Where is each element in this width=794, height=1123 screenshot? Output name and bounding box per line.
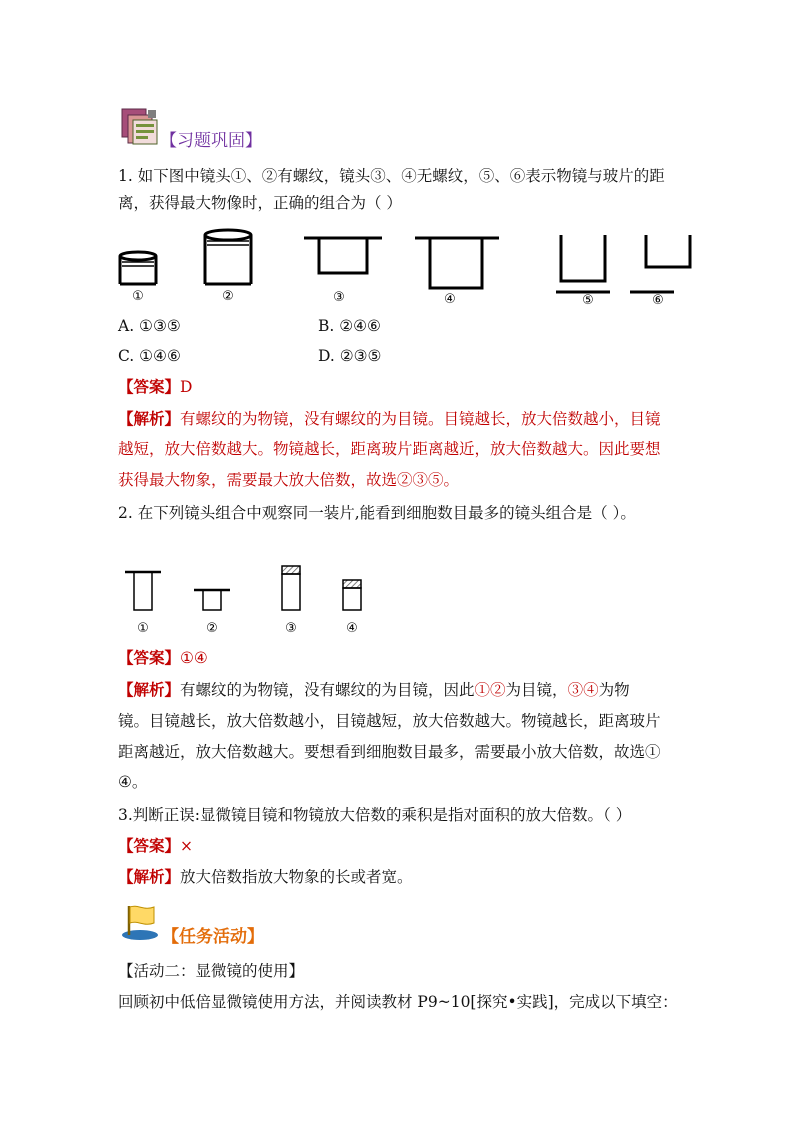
analysis-text: 放大倍数指放大物象的长或者宽。 bbox=[180, 868, 413, 886]
lens-3-plain bbox=[304, 238, 382, 273]
q1-option-d: D. ②③⑤ bbox=[318, 347, 382, 365]
activity-instruction: 回顾初中低倍显微镜使用方法，并阅读教材 P9~10[探究•实践]，完成以下填空： bbox=[118, 993, 678, 1011]
q2-stem: 2. 在下列镜头组合中观察同一装片,能看到细胞数目最多的镜头组合是（ ）。 bbox=[118, 504, 636, 522]
q2-lens-3-label: ③ bbox=[285, 621, 297, 636]
q2-lens-4-label: ④ bbox=[346, 621, 358, 636]
q2-answer bbox=[118, 648, 208, 668]
analysis-text: 有螺纹的为物镜，没有螺纹的为目镜，因此 bbox=[180, 681, 475, 699]
analysis-text: 为目镜， bbox=[505, 681, 568, 699]
exercise-section-icon bbox=[120, 107, 160, 147]
lens-3-label: ③ bbox=[333, 290, 345, 305]
q1-analysis-line2: 越短，放大倍数越大。物镜越长，距离玻片距离越近，放大倍数越大。因此要想 bbox=[118, 440, 661, 458]
q2-analysis-line3: 距离越近，放大倍数越大。要想看到细胞数目最多，需要最小放大倍数，故选① bbox=[118, 743, 661, 761]
answer-tag: 【答案】 bbox=[118, 378, 181, 396]
q1-option-c: C. ①④⑥ bbox=[118, 347, 181, 365]
section-title-exercises: 【习题巩固】 bbox=[160, 131, 262, 151]
activity-heading: 【活动二：显微镜的使用】 bbox=[118, 962, 305, 980]
lens-1-threaded bbox=[120, 252, 156, 284]
q2-lens-2-label: ② bbox=[206, 621, 218, 636]
objective-refs: ③④ bbox=[567, 681, 599, 699]
q3-stem: 3.判断正误:显微镜目镜和物镜放大倍数的乘积是指对面积的放大倍数。（ ） bbox=[118, 806, 632, 824]
q1-analysis-line1 bbox=[118, 409, 661, 429]
lens-4-label: ④ bbox=[444, 292, 456, 306]
lens-1-label: ① bbox=[132, 289, 144, 304]
analysis-text: 有螺纹的为物镜，没有螺纹的为目镜。目镜越长，放大倍数越小，目镜 bbox=[180, 410, 661, 428]
lens-2-label: ② bbox=[222, 289, 234, 304]
distance-6-label: ⑥ bbox=[652, 293, 664, 306]
answer-value: ①④ bbox=[180, 649, 208, 667]
analysis-text: 为物 bbox=[598, 681, 630, 699]
eyepiece-refs: ①② bbox=[474, 681, 506, 699]
lens-4-plain bbox=[415, 238, 499, 288]
q2-analysis-line2: 镜。目镜越长，放大倍数越小，目镜越短，放大倍数越大。物镜越长，距离玻片 bbox=[118, 712, 661, 730]
q2-lens-2 bbox=[194, 590, 230, 610]
q1-answer bbox=[118, 377, 192, 397]
answer-value: D bbox=[180, 378, 193, 396]
q3-answer bbox=[118, 836, 193, 856]
q3-analysis bbox=[118, 867, 413, 887]
answer-tag: 【答案】 bbox=[118, 649, 181, 667]
q1-option-a: A. ①③⑤ bbox=[118, 317, 181, 335]
answer-value: × bbox=[180, 837, 194, 855]
distance-5-label: ⑤ bbox=[582, 293, 594, 306]
q2-lens-1 bbox=[125, 572, 161, 610]
q2-lens-1-label: ① bbox=[137, 621, 149, 636]
q1-analysis-line3: 获得最大物象，需要最大放大倍数，故选②③⑤。 bbox=[118, 471, 460, 489]
objective-distance-5 bbox=[556, 235, 610, 292]
analysis-tag: 【解析】 bbox=[118, 681, 181, 699]
analysis-tag: 【解析】 bbox=[118, 868, 181, 886]
answer-tag: 【答案】 bbox=[118, 837, 181, 855]
section-title-tasks: 【任务活动】 bbox=[162, 927, 264, 947]
q2-lens-figure bbox=[118, 560, 378, 640]
q1-stem-line2: 离，获得最大物像时，正确的组合为（ ） bbox=[118, 194, 402, 212]
q2-lens-4 bbox=[343, 580, 361, 610]
q2-lens-3 bbox=[282, 566, 300, 610]
q2-analysis-line1 bbox=[118, 680, 630, 700]
flag-icon bbox=[118, 902, 162, 942]
objective-distance-6 bbox=[630, 235, 690, 292]
q1-option-b: B. ②④⑥ bbox=[318, 317, 381, 335]
q1-stem-line1: 1. 如下图中镜头①、②有螺纹，镜头③、④无螺纹，⑤、⑥表示物镜与玻片的距 bbox=[118, 167, 665, 185]
q2-analysis-line4: ④。 bbox=[118, 773, 148, 791]
lens-2-threaded bbox=[205, 230, 251, 284]
q1-lens-figure bbox=[110, 226, 710, 306]
analysis-tag: 【解析】 bbox=[118, 410, 181, 428]
